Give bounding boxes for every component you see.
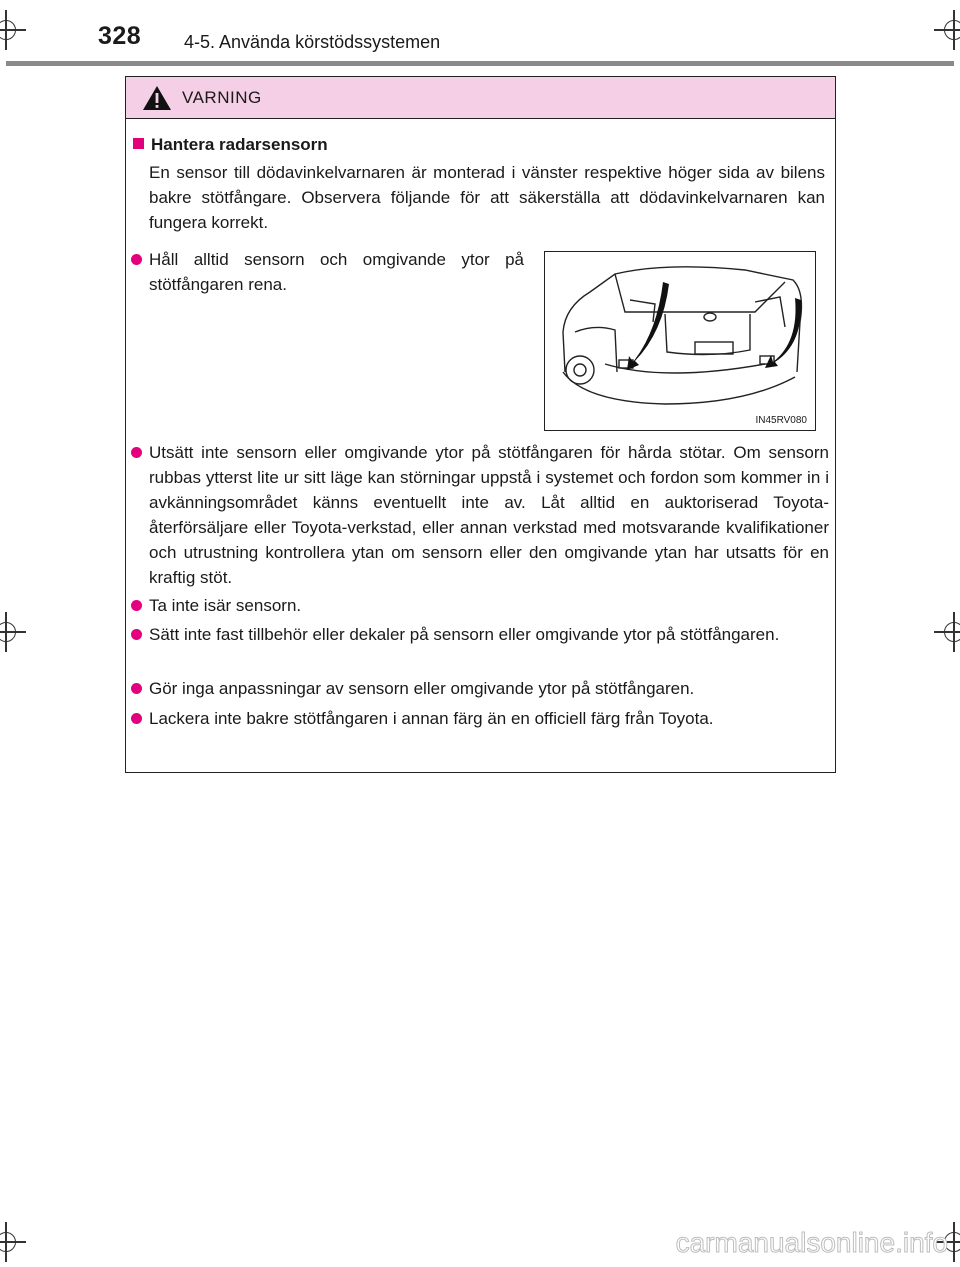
bullet-item: Lackera inte bakre stötfångaren i annan färg än en officiell färg från Toyota. [149, 709, 714, 728]
subheading-text: Hantera radarsensorn [151, 135, 328, 154]
bullet-item: Sätt inte fast tillbehör eller dekaler på sensorn eller omgivande ytor på stötfångaren. [149, 625, 780, 644]
bullet-item: Ta inte isär sensorn. [149, 596, 302, 615]
bullet-item: Gör inga anpassningar av sensorn eller omgivande ytor på stötfångaren. [149, 679, 695, 698]
bullet-icon [131, 713, 142, 724]
section-title: 4-5. Använda körstödssystemen [184, 32, 441, 52]
registration-mark-icon [0, 612, 26, 652]
bullet-icon [131, 683, 142, 694]
figure-code: IN45RV080 [755, 415, 807, 426]
warning-box [125, 76, 836, 773]
car-rear-illustration [545, 252, 815, 412]
bullet-item: Håll alltid sensorn och omgivande ytor på stötfångaren rena. [149, 250, 524, 294]
warning-triangle-icon [142, 85, 172, 111]
header-rule [6, 61, 954, 66]
warning-header [126, 77, 835, 119]
square-bullet-icon [133, 138, 144, 149]
bullet-icon [131, 600, 142, 611]
sensor-location-figure [544, 251, 816, 431]
warning-label: VARNING [182, 88, 262, 107]
bullet-item: Utsätt inte sensorn eller omgivande ytor på stötfångaren för hårda stötar. Om sensorn rubbas ytterst lite ur sitt läge kan störningar uppstå i systemet och fordon som kommer in i avkänningsområdet känns eventuellt inte av. Låt alltid en auktoriserad Toyota-återförsäljare eller Toyota-verkstad, eller annan verkstad med motsvarande kvalifikationer och utrustning kontrollera ytan om sensorn eller den omgivande ytan har utsatts för en kraftig stöt. [149, 443, 829, 587]
bullet-icon [131, 629, 142, 640]
watermark [574, 1222, 954, 1262]
bullet-icon [131, 447, 142, 458]
registration-mark-icon [934, 10, 960, 50]
watermark-text: carmanualsonline.info [675, 1227, 948, 1258]
registration-mark-icon [934, 612, 960, 652]
page-number: 328 [98, 22, 142, 50]
registration-mark-icon [0, 1222, 26, 1262]
bullet-icon [131, 254, 142, 265]
registration-mark-icon [0, 10, 26, 50]
subheading [133, 135, 328, 155]
intro-paragraph: En sensor till dödavinkelvarnaren är monterad i vänster respektive höger sida av bilens bakre stötfångare. Observera följande för att säkerställa att dödavinkelvarnaren kan fungera korrekt. [149, 163, 825, 232]
